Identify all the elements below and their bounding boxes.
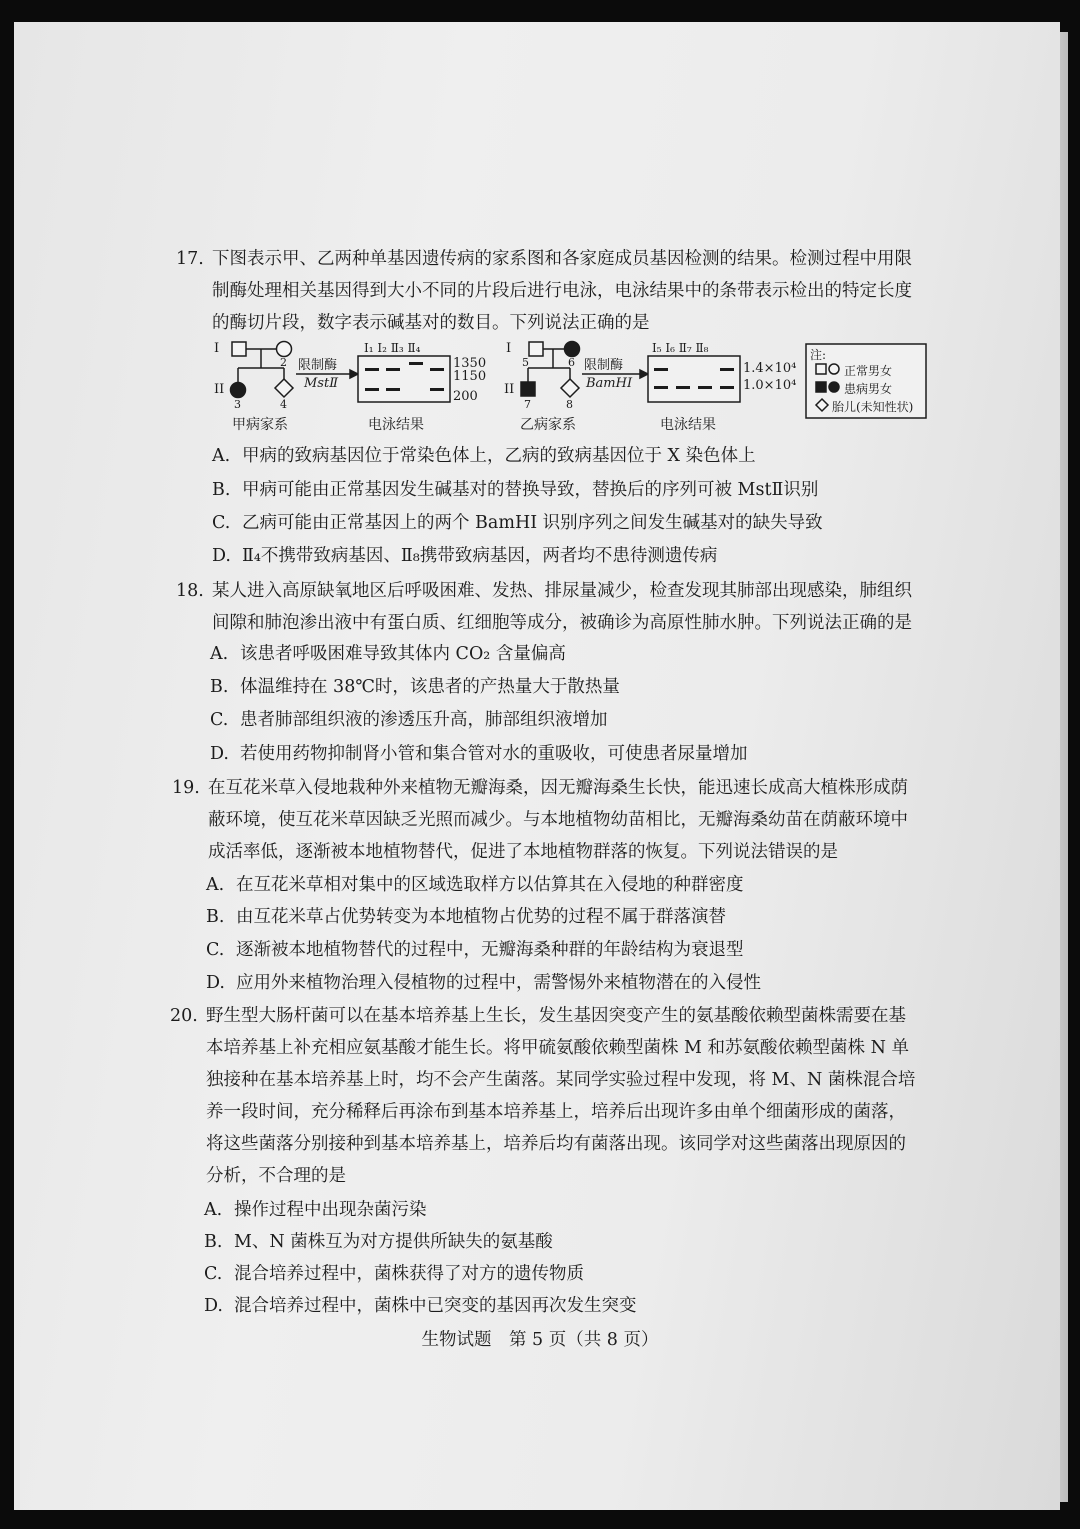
member-3-affected-female [231, 383, 246, 398]
q20-option-b: B. M、N 菌株互为对方提供所缺失的氨基酸 [204, 1232, 553, 1252]
band-a-4 [386, 388, 400, 391]
legend-title: 注: [810, 348, 827, 362]
gel-lanes-a: I₁ I₂ Ⅱ₃ Ⅱ₄ [364, 341, 421, 355]
size-1.4e4: 1.4×10⁴ [743, 361, 797, 376]
gen-II-label-a: II [214, 382, 225, 397]
question-20 [170, 1000, 922, 1192]
band-b-4 [698, 386, 712, 389]
band-a-2 [365, 388, 379, 391]
band-a-3 [386, 368, 400, 371]
question-number: 18. [176, 581, 204, 601]
enzyme-label-a: 限制酶 [298, 358, 338, 373]
member-1-normal-male [232, 342, 246, 356]
size-1350: 1350 [453, 356, 487, 371]
band-b-2 [654, 386, 668, 389]
band-b-1 [654, 368, 668, 371]
family-a-caption: 甲病家系 [232, 417, 288, 433]
q17-option-a: A. 甲病的致病基因位于常染色体上，乙病的致病基因位于 X 染色体上 [212, 446, 756, 466]
question-19 [172, 772, 924, 868]
gen-I-label-a: I [214, 341, 220, 356]
gen-II-label-b: II [504, 382, 515, 397]
question-stem: 野生型大肠杆菌可以在基本培养基上生长，发生基因突变产生的氨基酸依赖型菌株需要在基本培养基上补充相应氨基酸才能生长。将甲硫氨酸依赖型菌株 M 和苏氨酸依赖型菌株 N 单独接种在基本培养基上时，均不会产生菌落。某同学实验过程中发现，将 M、N 菌株混合培养一段时间，充分稀释后再涂布到基本培养基上，培养后出现许多由单个细菌形成的菌落，将这些菌落分别接种到基本培养基上，培养后均有菌落出现。该同学对这些菌落出现原因的分析，不合理的是 [206, 1006, 916, 1186]
member-7-affected-male [521, 382, 535, 396]
q19-option-c: C. 逐渐被本地植物替代的过程中，无瓣海桑种群的年龄结构为衰退型 [206, 940, 744, 960]
gel-b-caption: 电泳结果 [660, 417, 716, 433]
question-number: 17. [176, 249, 204, 269]
q20-option-c: C. 混合培养过程中，菌株获得了对方的遗传物质 [204, 1264, 584, 1284]
member-3-number: 3 [234, 398, 241, 411]
question-number: 20. [170, 1006, 198, 1026]
q19-option-a: A. 在互花米草相对集中的区域选取样方以估算其在入侵地的种群密度 [206, 875, 744, 895]
band-a-1 [365, 368, 379, 371]
question-number: 19. [172, 778, 200, 798]
band-a-6 [430, 368, 444, 371]
q20-option-d: D. 混合培养过程中，菌株中已突变的基因再次发生突变 [204, 1296, 637, 1316]
gel-a-caption: 电泳结果 [368, 417, 424, 433]
member-2-number: 2 [280, 356, 287, 369]
enzyme-label-b: 限制酶 [584, 358, 624, 373]
q18-option-c: C. 患者肺部组织液的渗透压升高，肺部组织液增加 [210, 710, 608, 730]
question-18 [176, 575, 928, 639]
gen-I-label-b: I [506, 341, 512, 356]
member-5-number: 5 [522, 356, 529, 369]
q18-option-a: A. 该患者呼吸困难导致其体内 CO₂ 含量偏高 [210, 644, 566, 664]
family-b-caption: 乙病家系 [520, 417, 576, 433]
size-200: 200 [453, 389, 478, 404]
band-a-7 [430, 388, 444, 391]
q17-option-c: C. 乙病可能由正常基因上的两个 BamHI 识别序列之间发生碱基对的缺失导致 [212, 513, 823, 533]
legend-fetus: 胎儿(未知性状) [832, 400, 914, 414]
size-1.0e4: 1.0×10⁴ [743, 378, 797, 393]
member-6-affected-female [565, 342, 580, 357]
member-7-number: 7 [524, 398, 531, 411]
member-4-fetus [275, 379, 293, 397]
question-stem: 某人进入高原缺氧地区后呼吸困难、发热、排尿量减少，检查发现其肺部出现感染，肺组织间隙和肺泡渗出液中有蛋白质、红细胞等成分，被确诊为高原性肺水肿。下列说法正确的是 [212, 581, 912, 633]
enzyme-name-b: BamHI [586, 376, 633, 391]
gel-a [358, 356, 450, 402]
member-4-number: 4 [280, 398, 287, 411]
member-6-number: 6 [568, 356, 575, 369]
q17-option-d: D. Ⅱ₄不携带致病基因、Ⅱ₈携带致病基因，两者均不患待测遗传病 [212, 546, 718, 566]
gel-lanes-b: I₅ I₆ Ⅱ₇ Ⅱ₈ [652, 341, 709, 355]
question-stem: 在互花米草入侵地栽种外来植物无瓣海桑，因无瓣海桑生长快，能迅速长成高大植株形成荫蔽环境，使互花米草因缺乏光照而减少。与本地植物幼苗相比，无瓣海桑幼苗在荫蔽环境中成活率低，逐渐被本地植物替代，促进了本地植物群落的恢复。下列说法错误的是 [208, 778, 908, 862]
enzyme-name-a: MstⅡ [304, 376, 339, 391]
q20-option-a: A. 操作过程中出现杂菌污染 [204, 1200, 427, 1220]
size-1150: 1150 [453, 369, 487, 384]
band-b-5 [720, 368, 734, 371]
q17-option-b: B. 甲病可能由正常基因发生碱基对的替换导致，替换后的序列可被 MstⅡ识别 [212, 480, 819, 500]
band-a-5 [409, 362, 423, 365]
gel-b [648, 356, 740, 402]
member-8-number: 8 [566, 398, 573, 411]
member-8-fetus [561, 379, 579, 397]
q19-option-b: B. 由互花米草占优势转变为本地植物占优势的过程不属于群落演替 [206, 907, 726, 927]
page-footer: 生物试题 第 5 页（共 8 页） [421, 1330, 659, 1350]
legend-normal: 正常男女 [844, 364, 893, 378]
q18-option-b: B. 体温维持在 38℃时，该患者的产热量大于散热量 [210, 677, 620, 697]
band-b-3 [676, 386, 690, 389]
member-5-normal-male [529, 342, 543, 356]
pedigree-figure [210, 334, 940, 438]
legend-affected: 患病男女 [844, 382, 893, 396]
question-stem: 下图表示甲、乙两种单基因遗传病的家系图和各家庭成员基因检测的结果。检测过程中用限制酶处理相关基因得到大小不同的片段后进行电泳，电泳结果中的条带表示检出的特定长度的酶切片段，数字表示碱基对的数目。下列说法正确的是 [212, 249, 912, 333]
member-2-normal-female [277, 342, 292, 357]
q19-option-d: D. 应用外来植物治理入侵植物的过程中，需警惕外来植物潜在的入侵性 [206, 973, 761, 993]
question-17 [176, 243, 928, 339]
q18-option-d: D. 若使用药物抑制肾小管和集合管对水的重吸收，可使患者尿量增加 [210, 744, 748, 764]
band-b-6 [720, 386, 734, 389]
